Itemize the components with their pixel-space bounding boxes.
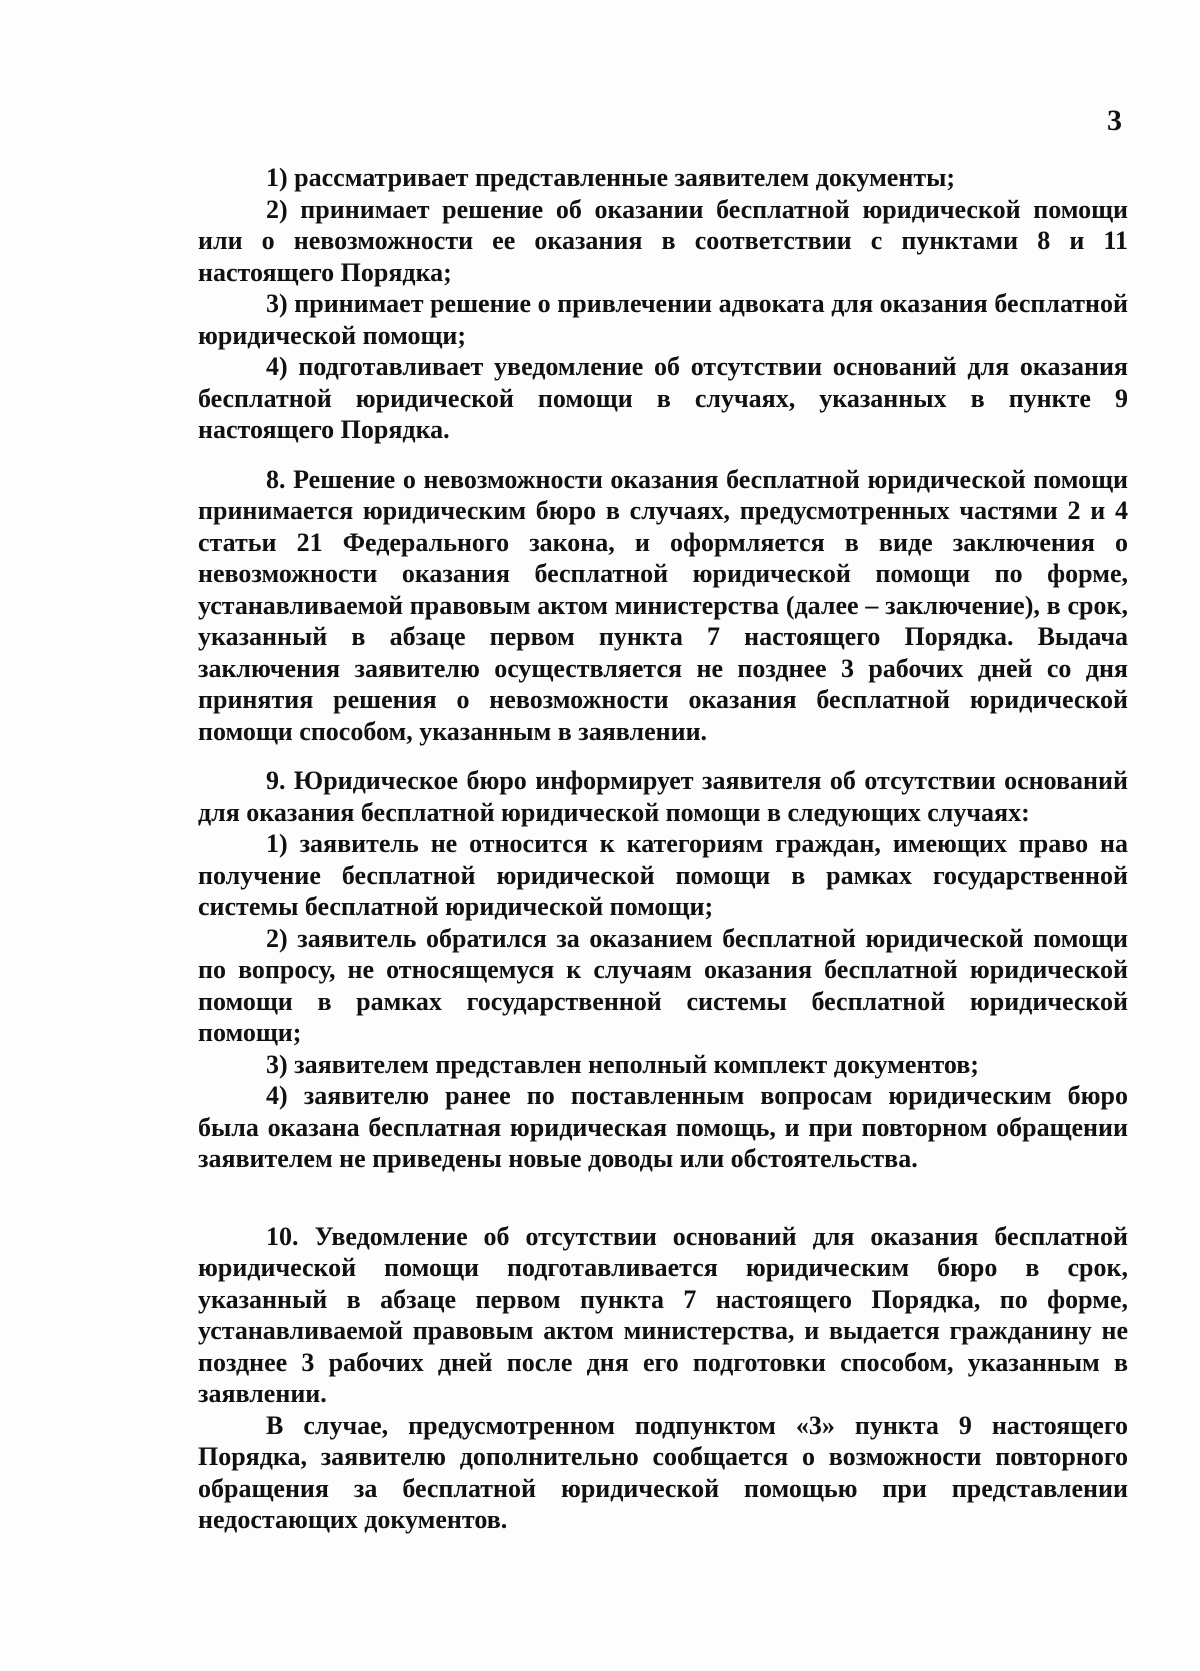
section-9-item-3: 3) заявителем представлен неполный комплект документов; [266, 1049, 979, 1079]
document-body [198, 162, 1128, 1536]
section-10-addendum: В случае, предусмотренном подпунктом «3» пункта 9 настоящего Порядка, заявителю дополнительно сообщается о возможности повторного обращения за бесплатной юридической помощью при представлении недостающих документов. [198, 1410, 1128, 1534]
section-9-paragraph: 9. Юридическое бюро информирует заявителя об отсутствии оснований для оказания бесплатной юридической помощи в следующих случаях: [198, 766, 1128, 827]
page-number: 3 [1107, 104, 1122, 137]
item-3-attorney-decision: 3) принимает решение о привлечении адвоката для оказания бесплатной юридической помощи; [198, 289, 1128, 350]
section-9-item-1: 1) заявитель не относится к категориям граждан, имеющих право на получение бесплатной юридической помощи в рамках государственной системы бесплатной юридической помощи; [198, 829, 1128, 921]
item-1-review-documents: 1) рассматривает представленные заявителем документы; [266, 163, 956, 192]
section-10-paragraph: 10. Уведомление об отсутствии оснований для оказания бесплатной юридической помощи подготавливается юридическим бюро в срок, указанный в абзаце первом пункта 7 настоящего Порядка, по форме, устанавливаемой правовым актом министерства, и выдается гражданину не позднее 3 рабочих дней после дня его подготовки способом, указанным в заявлении. [198, 1221, 1128, 1408]
section-9-item-4: 4) заявителю ранее по поставленным вопросам юридическим бюро была оказана бесплатная юридическая помощь, и при повторном обращении заявителем не приведены новые доводы или обстоятельства. [198, 1081, 1128, 1173]
item-4-notice-preparation: 4) подготавливает уведомление об отсутствии оснований для оказания бесплатной юридической помощи в случаях, указанных в пункте 9 настоящего Порядка. [198, 352, 1128, 444]
section-9-item-2: 2) заявитель обратился за оказанием бесплатной юридической помощи по вопросу, не относящемуся к случаям оказания бесплатной юридической помощи в рамках государственной системы бесплатной юридической помощи; [198, 923, 1128, 1047]
section-8-paragraph: 8. Решение о невозможности оказания бесплатной юридической помощи принимается юридическим бюро в случаях, предусмотренных частями 2 и 4 статьи 21 Федерального закона, и оформляется в виде заключения о невозможности оказания бесплатной юридической помощи по форме, устанавливаемой правовым актом министерства (далее – заключение), в срок, указанный в абзаце первом пункта 7 настоящего Порядка. Выдача заключения заявителю осуществляется не позднее 3 рабочих дней со дня принятия решения о невозможности оказания бесплатной юридической помощи способом, указанным в заявлении. [198, 464, 1128, 746]
item-2-decision-on-help: 2) принимает решение об оказании бесплатной юридической помощи или о невозможности ее оказания в соответствии с пунктами 8 и 11 настоящего Порядка; [198, 194, 1128, 287]
